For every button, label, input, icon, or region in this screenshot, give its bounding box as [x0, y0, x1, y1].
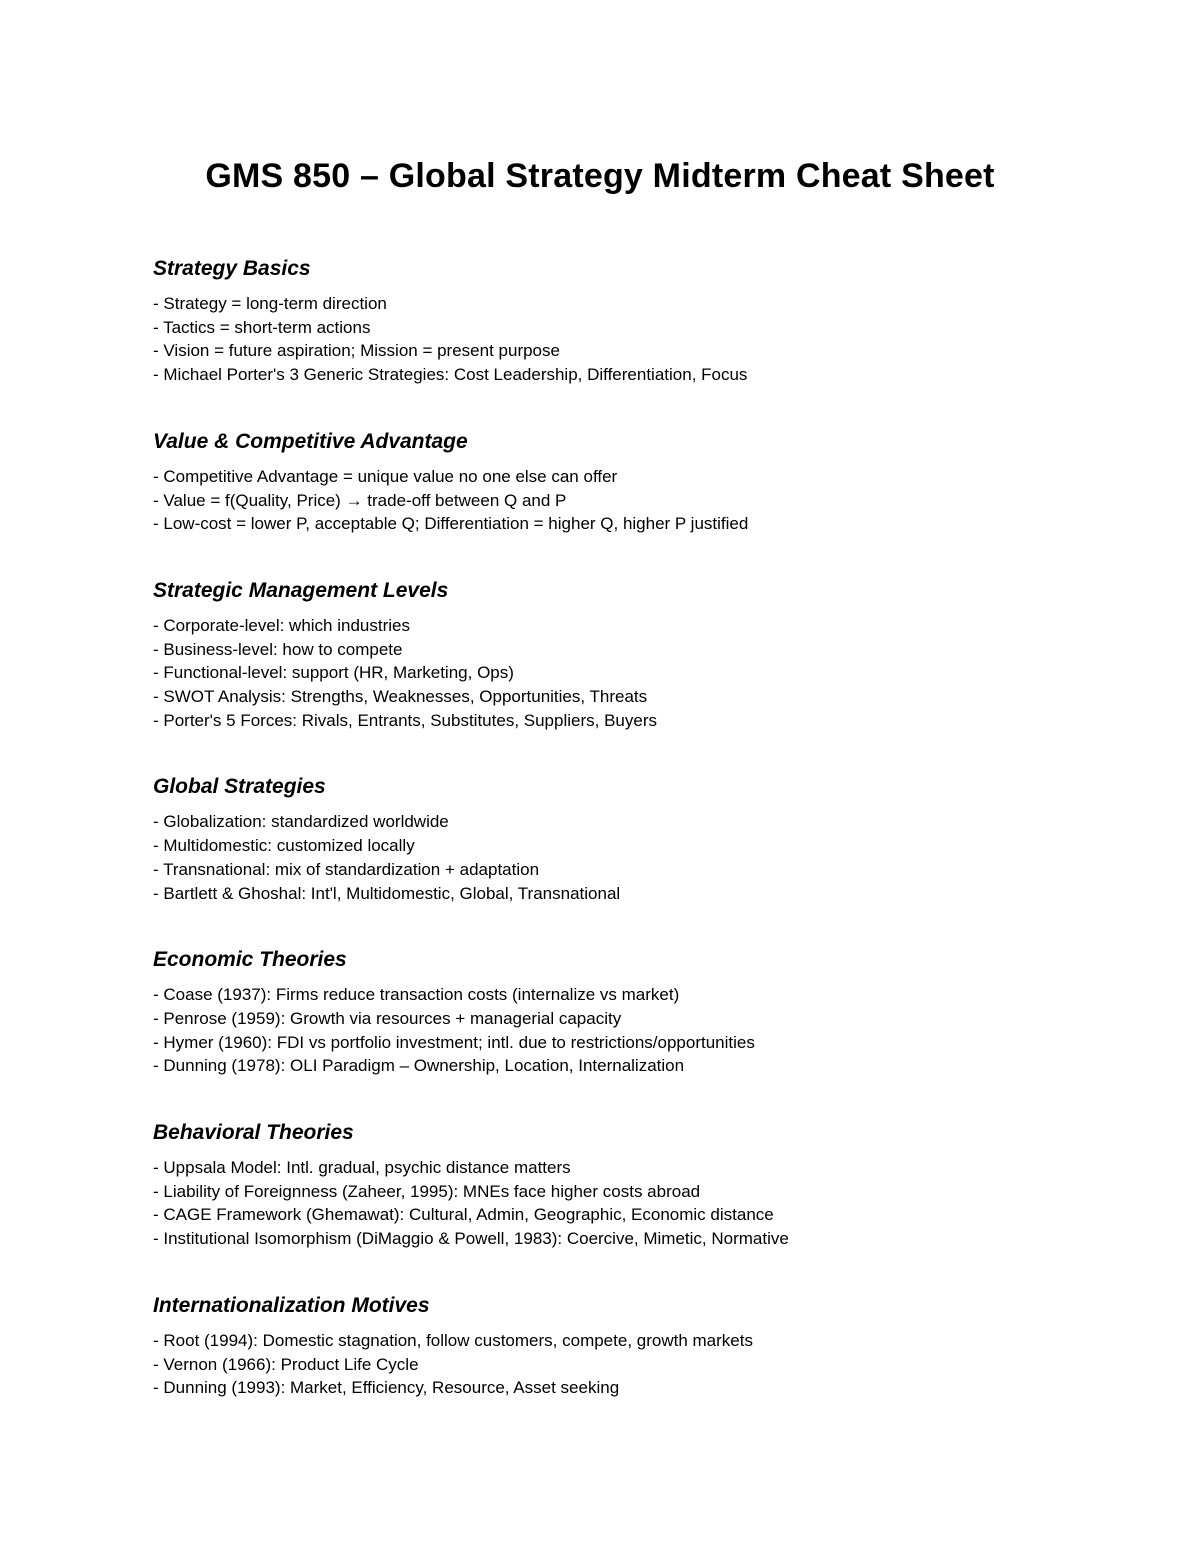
list-item: - Dunning (1978): OLI Paradigm – Ownership, Location, Internalization: [153, 1056, 685, 1076]
list-item: - Dunning (1993): Market, Efficiency, Resource, Asset seeking: [153, 1378, 620, 1398]
list-item: - Business-level: how to compete: [153, 639, 403, 659]
section-strategic-management-levels: [153, 576, 1153, 733]
section-heading: Behavioral Theories: [153, 1121, 354, 1145]
section-behavioral-theories: [153, 1118, 1153, 1251]
list-item: - Value = f(Quality, Price) → trade-off between Q and P: [153, 490, 567, 510]
section-strategy-basics: [153, 254, 1153, 387]
list-item: - Uppsala Model: Intl. gradual, psychic distance matters: [153, 1158, 571, 1178]
section-economic-theories: [153, 945, 1153, 1078]
list-item: - Transnational: mix of standardization + adaptation: [153, 859, 540, 879]
sections-container: [153, 254, 1153, 1400]
section-heading: Economic Theories: [153, 948, 347, 972]
section-heading: Value & Competitive Advantage: [153, 429, 468, 453]
list-item: - Low-cost = lower P, acceptable Q; Differentiation = higher Q, higher P justified: [153, 514, 749, 534]
list-item: - Competitive Advantage = unique value no one else can offer: [153, 466, 618, 486]
list-item: - Root (1994): Domestic stagnation, follow customers, compete, growth markets: [153, 1330, 753, 1350]
list-item: - CAGE Framework (Ghemawat): Cultural, Admin, Geographic, Economic distance: [153, 1205, 774, 1225]
list-item: - Tactics = short-term actions: [153, 317, 371, 337]
section-global-strategies: [153, 772, 1153, 905]
list-item: - Porter's 5 Forces: Rivals, Entrants, Substitutes, Suppliers, Buyers: [153, 710, 657, 730]
list-item: - Vision = future aspiration; Mission = present purpose: [153, 341, 560, 361]
list-item: - Globalization: standardized worldwide: [153, 812, 449, 832]
list-item: - Hymer (1960): FDI vs portfolio investment; intl. due to restrictions/opportunities: [153, 1032, 755, 1052]
list-item: - Institutional Isomorphism (DiMaggio & Powell, 1983): Coercive, Mimetic, Normative: [153, 1229, 789, 1249]
section-heading: Internationalization Motives: [153, 1293, 430, 1317]
list-item: - Penrose (1959): Growth via resources + managerial capacity: [153, 1008, 622, 1028]
section-heading: Strategy Basics: [153, 257, 311, 280]
section-heading: Global Strategies: [153, 775, 326, 799]
list-item: - Michael Porter's 3 Generic Strategies: Cost Leadership, Differentiation, Focus: [153, 365, 748, 385]
section-value-competitive-advantage: [153, 427, 1153, 536]
list-item: - Multidomestic: customized locally: [153, 836, 415, 856]
list-item: - Coase (1937): Firms reduce transaction costs (internalize vs market): [153, 985, 680, 1005]
list-item: - Functional-level: support (HR, Marketing, Ops): [153, 663, 514, 683]
list-item: - SWOT Analysis: Strengths, Weaknesses, Opportunities, Threats: [153, 687, 648, 707]
section-heading: Strategic Management Levels: [153, 578, 449, 602]
section-internationalization-motives: [153, 1291, 1153, 1400]
list-item: - Corporate-level: which industries: [153, 615, 410, 635]
list-item: - Strategy = long-term direction: [153, 294, 387, 313]
list-item: - Vernon (1966): Product Life Cycle: [153, 1354, 419, 1374]
list-item: - Liability of Foreignness (Zaheer, 1995): MNEs face higher costs abroad: [153, 1181, 701, 1201]
list-item: - Bartlett & Ghoshal: Int'l, Multidomestic, Global, Transnational: [153, 883, 621, 903]
page-title: GMS 850 – Global Strategy Midterm Cheat Sheet: [205, 157, 995, 195]
